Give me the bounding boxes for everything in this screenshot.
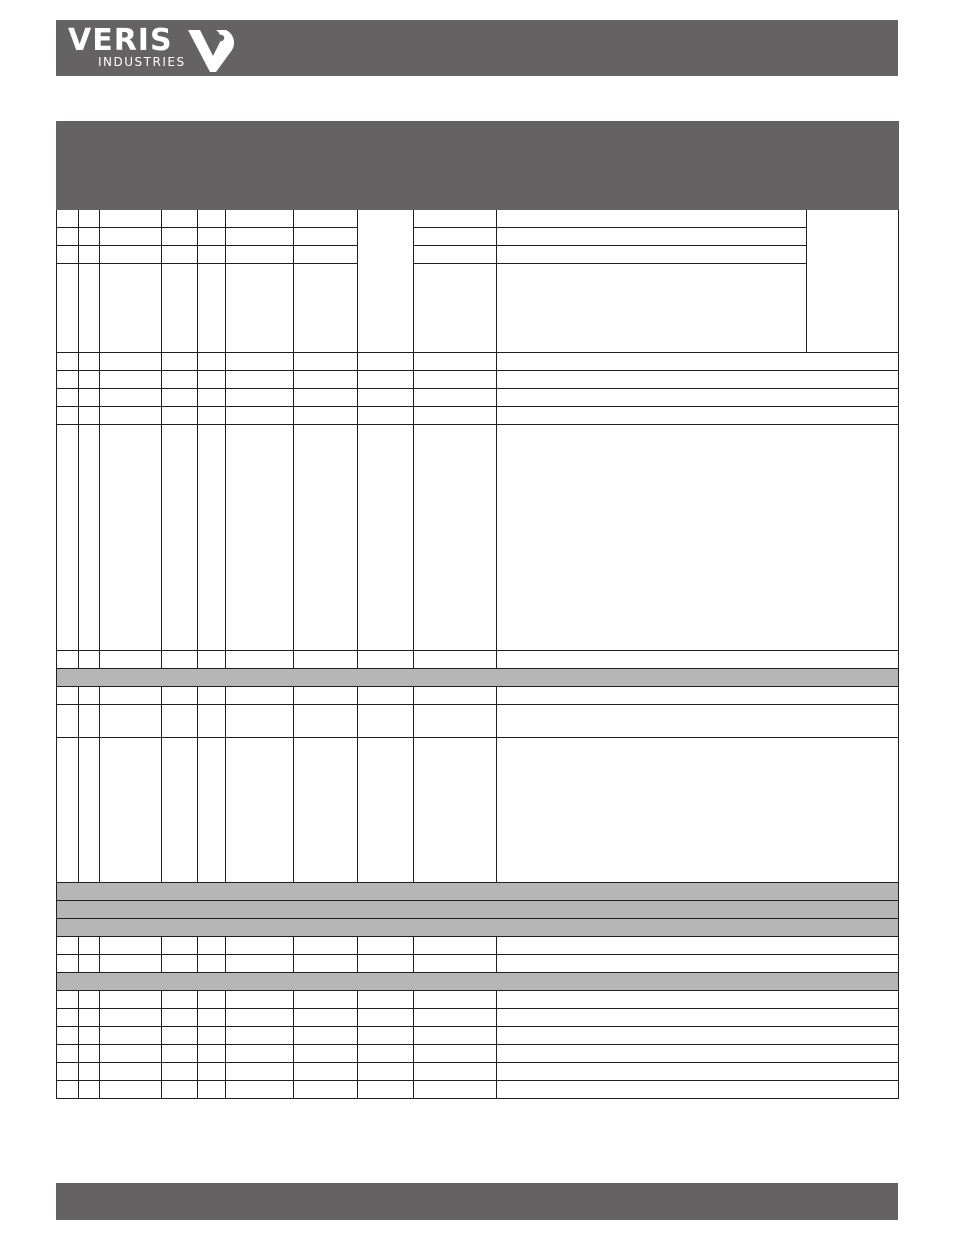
table-row [57, 738, 899, 883]
table-row [57, 389, 899, 407]
table-row [57, 991, 899, 1009]
header-bar [56, 20, 898, 76]
table-row [57, 1027, 899, 1045]
table-row [57, 1081, 899, 1099]
header-cell-description [497, 122, 899, 210]
table-row [57, 425, 899, 651]
table-row [57, 651, 899, 669]
table-row [57, 264, 899, 353]
section-row [57, 901, 899, 919]
register-table [56, 121, 899, 1099]
section-row [57, 919, 899, 937]
table-row [57, 955, 899, 973]
register-table-wrapper [56, 121, 898, 1099]
table-header-row [57, 122, 899, 210]
table-row [57, 228, 899, 246]
header-cell [100, 122, 162, 210]
section-row [57, 973, 899, 991]
section-row [57, 883, 899, 901]
merged-cell [807, 210, 899, 353]
table-row [57, 210, 899, 228]
header-cell [57, 122, 79, 210]
header-cell [198, 122, 226, 210]
table-row [57, 407, 899, 425]
header-cell [358, 122, 414, 210]
table-row [57, 1009, 899, 1027]
footer-bar [56, 1183, 898, 1220]
table-row [57, 246, 899, 264]
table-row [57, 353, 899, 371]
header-cell [226, 122, 294, 210]
logo-wordmark: VERIS [68, 23, 173, 58]
table-row [57, 371, 899, 389]
table-row [57, 1045, 899, 1063]
veris-logo [68, 24, 238, 74]
header-cell [294, 122, 358, 210]
table-row [57, 687, 899, 705]
header-cell [79, 122, 100, 210]
table-row [57, 937, 899, 955]
header-cell [414, 122, 497, 210]
section-row [57, 669, 899, 687]
merged-cell [358, 210, 414, 353]
veris-v-mark-icon [186, 26, 240, 72]
header-cell [162, 122, 198, 210]
table-row [57, 705, 899, 738]
table-row [57, 1063, 899, 1081]
logo-subtitle: INDUSTRIES [98, 55, 186, 69]
